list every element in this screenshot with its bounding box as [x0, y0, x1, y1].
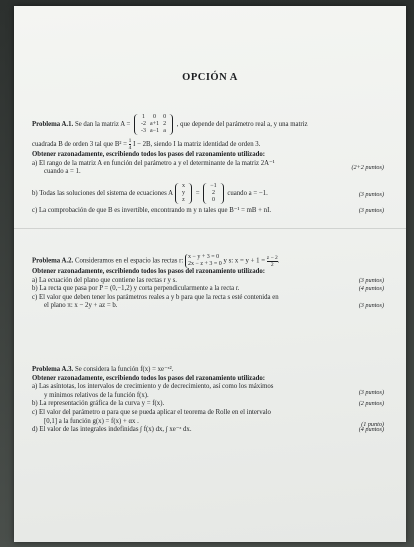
a1-item-a-cont: cuando a = 1.: [44, 168, 81, 176]
points: (3 puntos): [358, 389, 384, 397]
a2-item-c-cont: el plano π: x − 2y + az = b.: [44, 302, 118, 310]
points: (4 puntos): [358, 426, 384, 434]
a2-heading: Problema A.2.: [32, 257, 74, 265]
a1-matrix-name: A =: [120, 121, 131, 129]
page-title: OPCIÓN A: [182, 72, 238, 83]
points: (2+2 puntos): [351, 163, 384, 171]
points: (3 puntos): [358, 276, 384, 284]
a1-item-a: a) El rango de la matriz A en función del parámetro a y el determinante de la matriz 2A⁻¹ (2+2 puntos): [32, 159, 384, 171]
a3-heading: Problema A.3.: [32, 366, 74, 373]
a2-intro-line: Problema A.2. Consideramos en el espacio las rectas r: x − y + 3 = 0 2x − z + 3 = 0 y s: x = y + 1 = $\frac{z - 2}{2}$.: [32, 254, 280, 268]
a3-item-a: a) Las asíntotas, los intervalos de crecimiento y de decrecimiento, así como los máximos (3 puntos): [32, 383, 384, 397]
problem-a3: [32, 366, 384, 435]
a3-intro-line: Problema A.3. Se considera la función f(x) = xe⁻ˣ².: [32, 366, 174, 373]
a1-intro-line: [32, 114, 384, 135]
a1-heading: Problema A.1.: [32, 121, 74, 129]
a2-system-r: x − y + 3 = 0 2x − z + 3 = 0: [185, 254, 222, 268]
points: (1 punto): [361, 420, 384, 428]
a2-fraction: $\frac{z - 2}{2}$: [266, 254, 278, 268]
exam-sheet: [14, 6, 406, 542]
points: (3 puntos): [358, 190, 384, 198]
a3-obtener: Obtener razonadamente, escribiendo todos los pasos del razonamiento utilizado:: [32, 374, 266, 382]
points: (2 puntos): [358, 400, 384, 408]
problem-a2: [32, 254, 384, 311]
a1-intro-pre: Se dan la matriz: [74, 121, 119, 129]
points: (4 puntos): [358, 285, 384, 293]
a3-item-a-cont: y mínimos relativos de la función f(x).: [44, 391, 149, 399]
a2-item-c: c) El valor que deben tener los parámetros reales a y b para que la recta s esté contenida en (3 puntos): [32, 293, 384, 309]
a3-item-d: d) El valor de las integrales indefinidas ∫ f(x) dx, ∫ xe⁻ˣ dx. (4 puntos): [32, 426, 384, 434]
vector-b: −1 2 0: [203, 183, 223, 204]
vector-xyz: x y z: [175, 183, 192, 204]
problem-a1: [32, 114, 384, 215]
a1-obtener: Obtener razonadamente, escribiendo todos los pasos del razonamiento utilizado:: [32, 151, 266, 158]
points: (3 puntos): [358, 206, 384, 214]
a3-item-b: b) La representación gráfica de la curva y = f(x). (2 puntos): [32, 400, 384, 408]
a3-item-c-cont: [0,1] a la función g(x) = f(x) + αx .: [44, 417, 139, 425]
a1-item-b: b) Todas las soluciones del sistema de ecuaciones A x y z = −1 2 0 cuando a = −1. (3 puntos): [32, 182, 384, 203]
a1-line2: cuadrada B de orden 3 tal que B² = $\frac{1}{4}$ I − 2B, siendo I la matriz identidad de orden 3.: [32, 138, 261, 151]
paper-fold: [14, 228, 406, 229]
a3-item-c: c) El valor del parámetro α para que se pueda aplicar el teorema de Rolle en el intervalo (1 punto): [32, 408, 384, 428]
a1-item-c: c) La comprobación de que B es invertible, encontrando m y n tales que B⁻¹ = mB + nI. (3 puntos): [32, 206, 384, 214]
a1-intro-post: , que depende del parámetro real a, y una matriz: [176, 121, 308, 129]
a2-obtener: Obtener razonadamente, escribiendo todos los pasos del razonamiento utilizado:: [32, 268, 266, 275]
a1-fraction: $\frac{1}{4}$: [128, 138, 132, 151]
a1-matrix-A: 1 0 0 -2 a+1 2 -3 a−1 a: [134, 114, 173, 135]
a2-item-a: a) La ecuación del plano que contiene las rectas r y s. (3 puntos): [32, 276, 384, 284]
a2-item-b: b) La recta que pasa por P = (0,−1,2) y corta perpendicularmente a la recta r. (4 puntos): [32, 285, 384, 293]
points: (3 puntos): [358, 301, 384, 309]
